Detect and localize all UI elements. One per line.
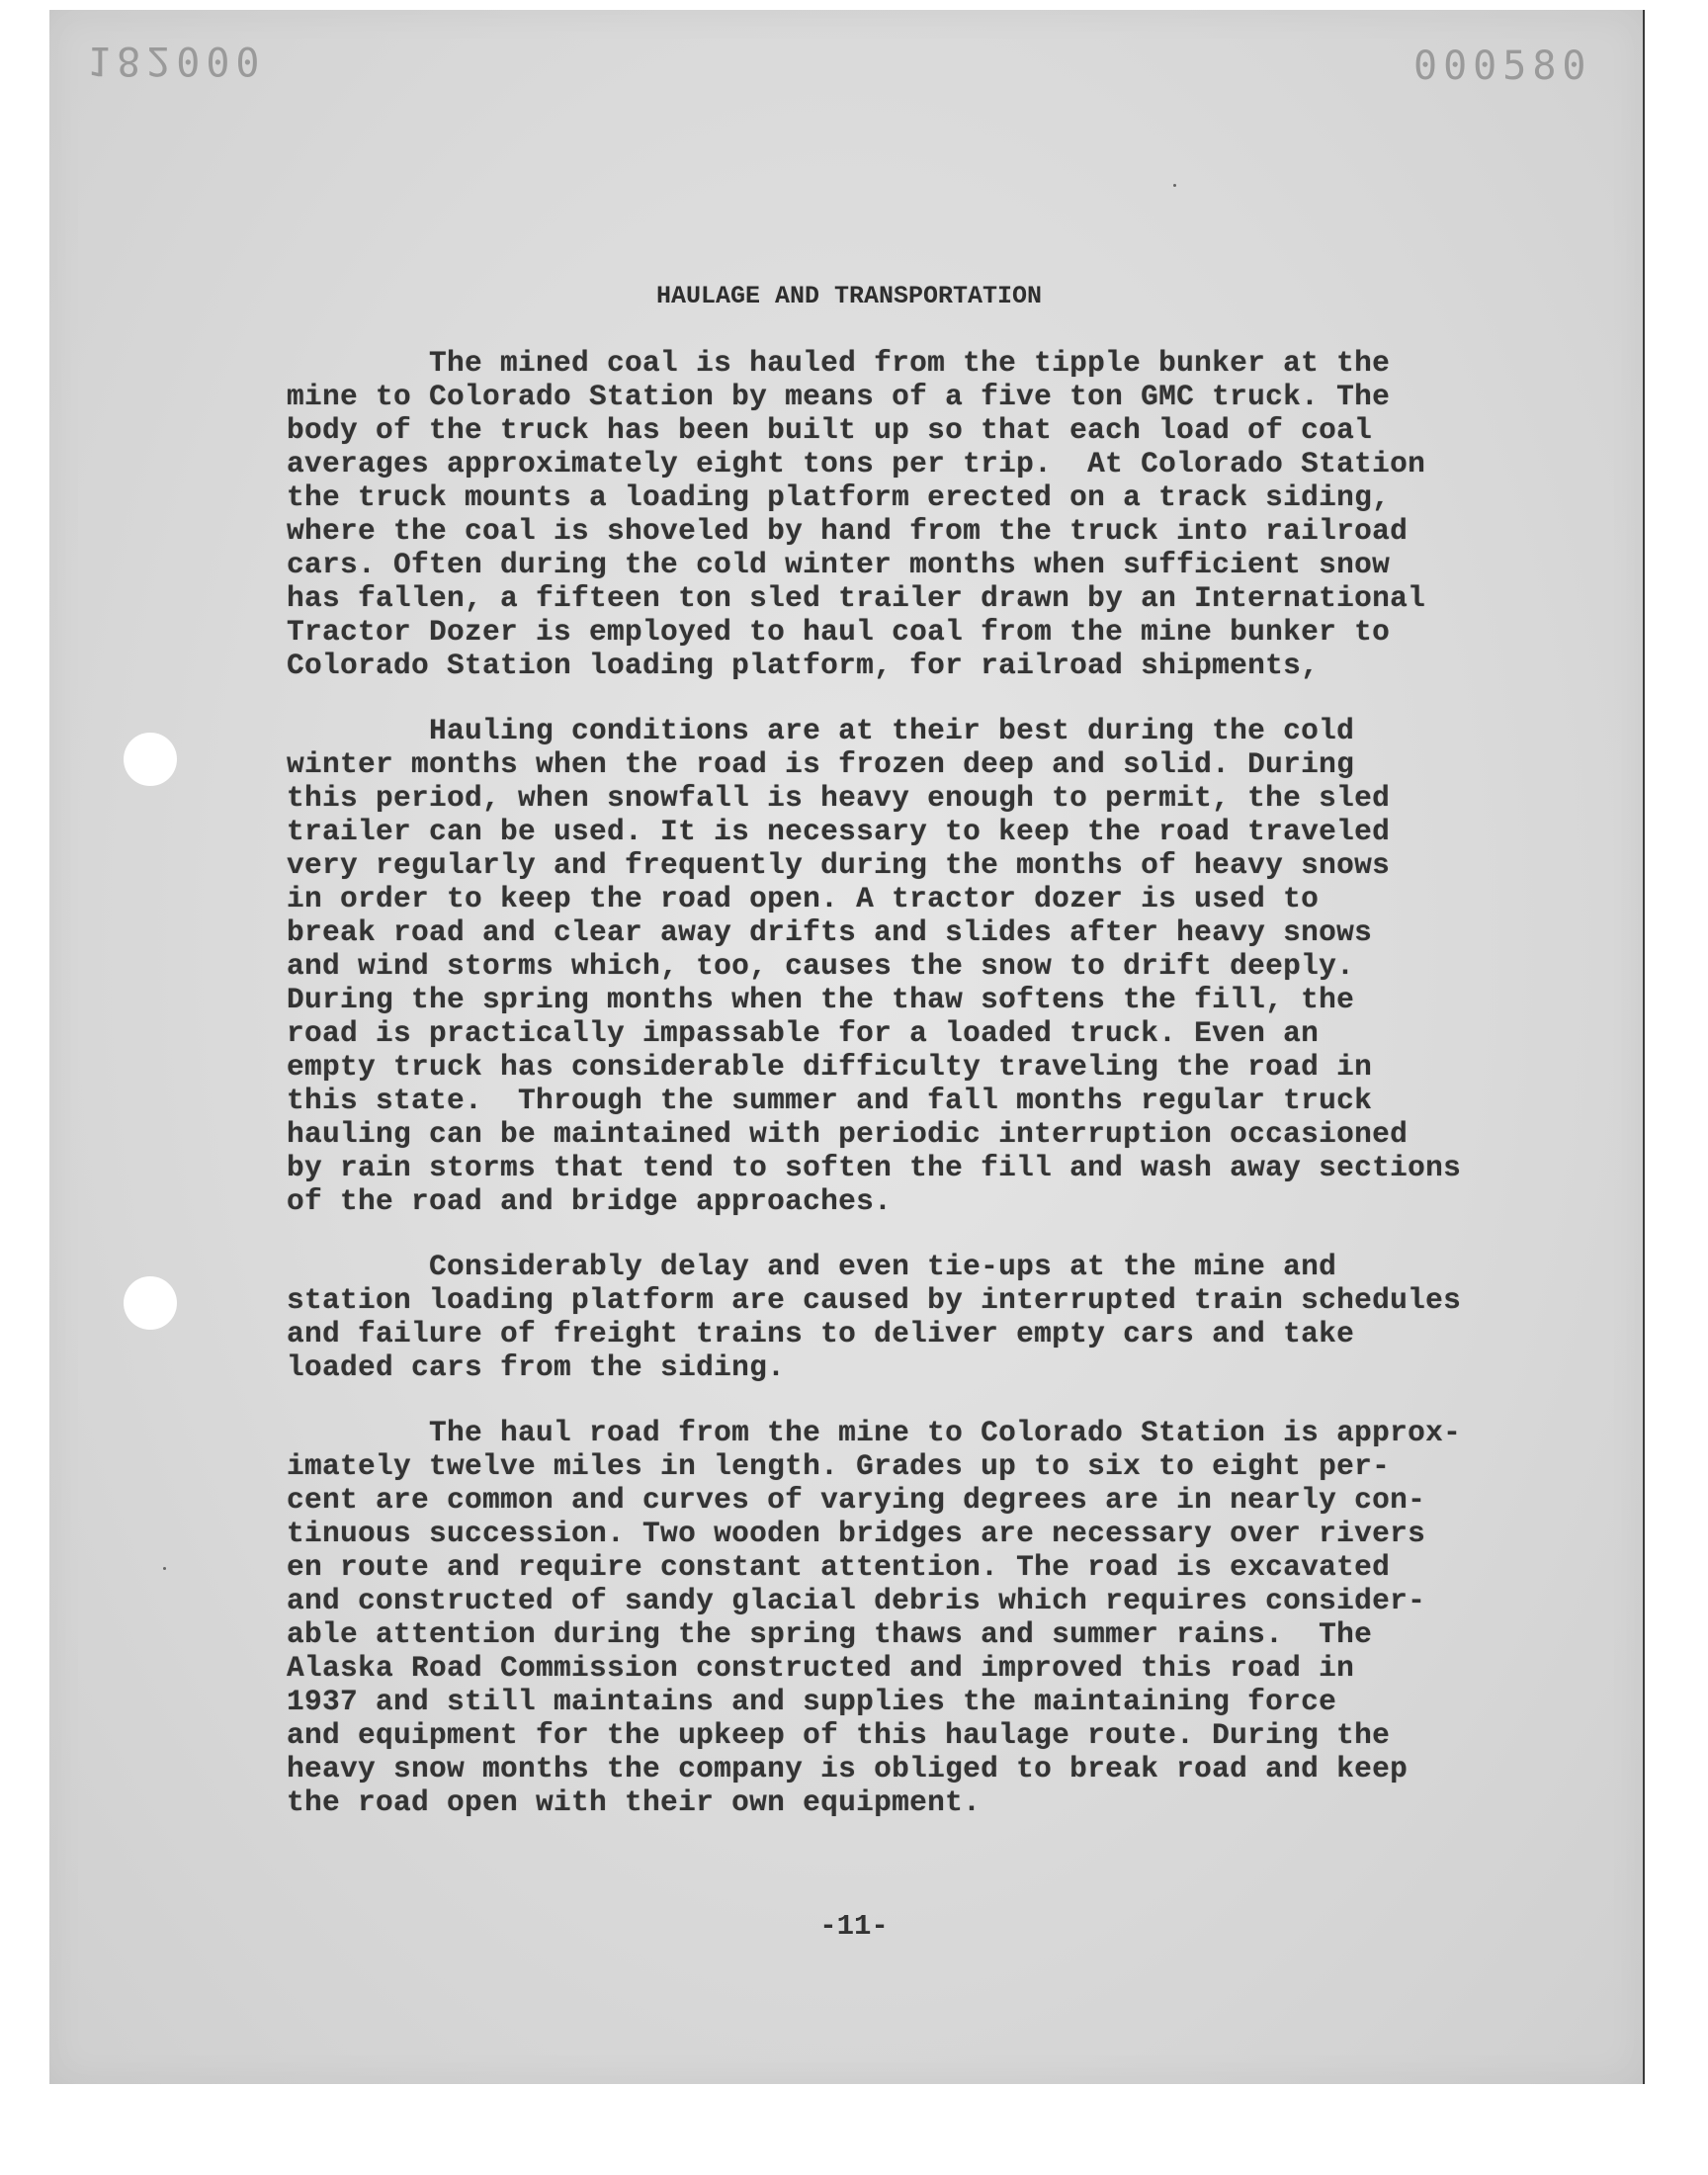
text-line: winter months when the road is frozen deep and solid. During	[287, 747, 1355, 781]
text-line: this period, when snowfall is heavy enough to permit, the sled	[287, 781, 1391, 815]
paragraph-delays	[287, 1250, 1591, 1384]
text-line: the truck mounts a loading platform erected on a track siding,	[287, 480, 1391, 514]
text-line: the road open with their own equipment.	[287, 1785, 982, 1819]
text-line: cent are common and curves of varying degrees are in nearly con-	[287, 1483, 1426, 1517]
bates-stamp-left: 182000	[87, 38, 266, 83]
text-line: heavy snow months the company is obliged to break road and keep	[287, 1752, 1409, 1785]
page-title: HAULAGE AND TRANSPORTATION	[655, 282, 1043, 310]
text-line: station loading platform are caused by interrupted train schedules	[287, 1283, 1462, 1317]
text-line: road is practically impassable for a loaded truck. Even an	[287, 1016, 1320, 1050]
text-line: hauling can be maintained with periodic interruption occasioned	[287, 1117, 1409, 1151]
paragraph-hauling-conditions	[287, 714, 1591, 1218]
text-line: The mined coal is hauled from the tipple bunker at the	[287, 346, 1391, 380]
text-line: Considerably delay and even tie-ups at the mine and	[287, 1250, 1337, 1283]
text-line: and constructed of sandy glacial debris which requires consider-	[287, 1584, 1426, 1617]
text-line: very regularly and frequently during the months of heavy snows	[287, 848, 1391, 882]
text-line: During the spring months when the thaw softens the fill, the	[287, 983, 1355, 1016]
text-line: empty truck has considerable difficulty traveling the road in	[287, 1050, 1373, 1084]
text-line: en route and require constant attention. The road is excavated	[287, 1550, 1391, 1584]
text-line: break road and clear away drifts and slides after heavy snows	[287, 915, 1373, 949]
text-line: and wind storms which, too, causes the snow to drift deeply.	[287, 949, 1355, 983]
text-line: in order to keep the road open. A tractor dozer is used to	[287, 882, 1320, 915]
text-line: Tractor Dozer is employed to haul coal from the mine bunker to	[287, 615, 1391, 649]
punch-hole-top	[124, 733, 177, 786]
punch-hole-bottom	[124, 1276, 177, 1330]
text-line: by rain storms that tend to soften the fill and wash away sections	[287, 1151, 1462, 1184]
text-line: able attention during the spring thaws and summer rains. The	[287, 1617, 1373, 1651]
document-body	[287, 346, 1591, 1851]
paragraph-haulage-method	[287, 346, 1591, 682]
text-line: has fallen, a fifteen ton sled trailer drawn by an International	[287, 581, 1426, 615]
text-line: body of the truck has been built up so that each load of coal	[287, 413, 1373, 447]
text-line: trailer can be used. It is necessary to keep the road traveled	[287, 815, 1391, 848]
paper-speck	[1173, 184, 1176, 187]
text-line: The haul road from the mine to Colorado Station is approx-	[287, 1416, 1462, 1449]
page-number: -11-	[819, 1910, 889, 1943]
text-line: 1937 and still maintains and supplies the maintaining force	[287, 1685, 1337, 1718]
text-line: cars. Often during the cold winter months when sufficient snow	[287, 548, 1391, 581]
text-line: and failure of freight trains to deliver empty cars and take	[287, 1317, 1355, 1350]
text-line: Hauling conditions are at their best during the cold	[287, 714, 1355, 747]
text-line: Colorado Station loading platform, for railroad shipments,	[287, 649, 1320, 682]
text-line: averages approximately eight tons per trip. At Colorado Station	[287, 447, 1426, 480]
text-line: and equipment for the upkeep of this haulage route. During the	[287, 1718, 1391, 1752]
text-line: loaded cars from the siding.	[287, 1350, 786, 1384]
text-line: this state. Through the summer and fall months regular truck	[287, 1084, 1373, 1117]
text-line: tinuous succession. Two wooden bridges are necessary over rivers	[287, 1517, 1426, 1550]
text-line: Alaska Road Commission constructed and improved this road in	[287, 1651, 1355, 1685]
paper-speck	[163, 1567, 166, 1570]
paragraph-haul-road	[287, 1416, 1591, 1819]
text-line: of the road and bridge approaches.	[287, 1184, 893, 1218]
text-line: imately twelve miles in length. Grades up to six to eight per-	[287, 1449, 1391, 1483]
bates-stamp-right: 000580	[1413, 44, 1592, 89]
text-line: mine to Colorado Station by means of a five ton GMC truck. The	[287, 380, 1391, 413]
text-line: where the coal is shoveled by hand from the truck into railroad	[287, 514, 1409, 548]
